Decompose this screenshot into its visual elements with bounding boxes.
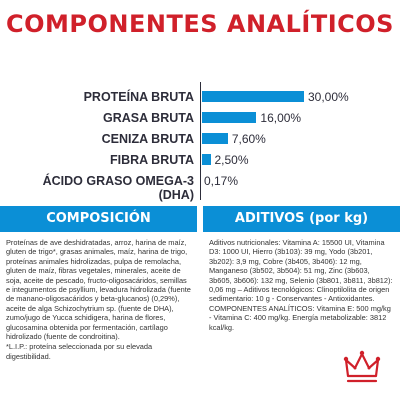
chart-value-label: 7,60% <box>231 132 266 146</box>
chart-category-label: FIBRA BRUTA <box>109 153 194 167</box>
chart-bar <box>202 133 228 144</box>
chart-category-label: ÁCIDO GRASO OMEGA-3 (DHA) <box>42 174 194 202</box>
chart-value-label: 16,00% <box>260 111 302 125</box>
composicion-text: Proteínas de ave deshidratadas, arroz, harina de maíz, gluten de trigo*, grasas animales, maíz, harina de trigo, proteínas animales hidrolizadas, pulpa de remolacha, gluten de maíz, fibras vegetales, minerales, aceite de soja, aceite de pescado, fructo-oligosacáridos, semillas e integumentos de psyllium, levadura hidrolizada (fuente de manano-oligosacáridos y beta-glucanos) (0,29%), aceite de alga Schizochytrium sp. (fuente de DHA), zumo/jugo de Yucca schidigera, harina de flores, glucosamina obtenida por fermentación, cartílago hidrolizado (fuente de condroitina). <box>6 238 191 342</box>
chart-category-label: CENIZA BRUTA <box>101 132 194 146</box>
chart-axis-line <box>200 82 201 200</box>
composicion-header: COMPOSICIÓN <box>0 206 197 232</box>
aditivos-header: ADITIVOS (por kg) <box>203 206 400 232</box>
chart-value-label: 0,17% <box>204 174 239 188</box>
chart-bar <box>202 91 304 102</box>
composicion-panel <box>0 206 197 400</box>
page-title: COMPONENTES ANALÍTICOS <box>6 10 394 38</box>
royal-canin-crown-icon <box>340 348 384 388</box>
composicion-body <box>0 232 197 361</box>
aditivos-text-2: COMPONENTES ANALÍTICOS: Vitamina E: 500 mg/kg - Vitamina C: 400 mg/kg. Energía metabolizable: 3812 kcal/kg. <box>209 303 391 332</box>
aditivos-body <box>203 232 400 332</box>
chart-value-label: 2,50% <box>214 153 249 167</box>
composicion-note: *L.I.P.: proteína seleccionada por su elevada digestibilidad. <box>6 342 153 361</box>
chart-category-label: GRASA BRUTA <box>103 111 194 125</box>
chart-bar <box>202 112 256 123</box>
aditivos-text-1: Aditivos nutricionales: Vitamina A: 15500 UI, Vitamina D3: 1000 UI, Hierro (3b103): 39 mg, Yodo (3b201, 3b202): 3,9 mg, Cobre (3b405, 3b406): 12 mg, Manganeso (3b502, 3b504): 51 mg, Zinc (3b603, 3b605, 3b606): 132 mg, Selenio (3b801, 3b811, 3b812): 0,06 mg – Aditivos tecnológicos: Clinoptilolita de origen sedimentario: 10 g - Conservantes - Antioxidantes. <box>209 238 393 304</box>
chart-category-label: PROTEÍNA BRUTA <box>83 90 194 104</box>
chart-bar <box>202 154 211 165</box>
chart-value-label: 30,00% <box>308 90 349 104</box>
